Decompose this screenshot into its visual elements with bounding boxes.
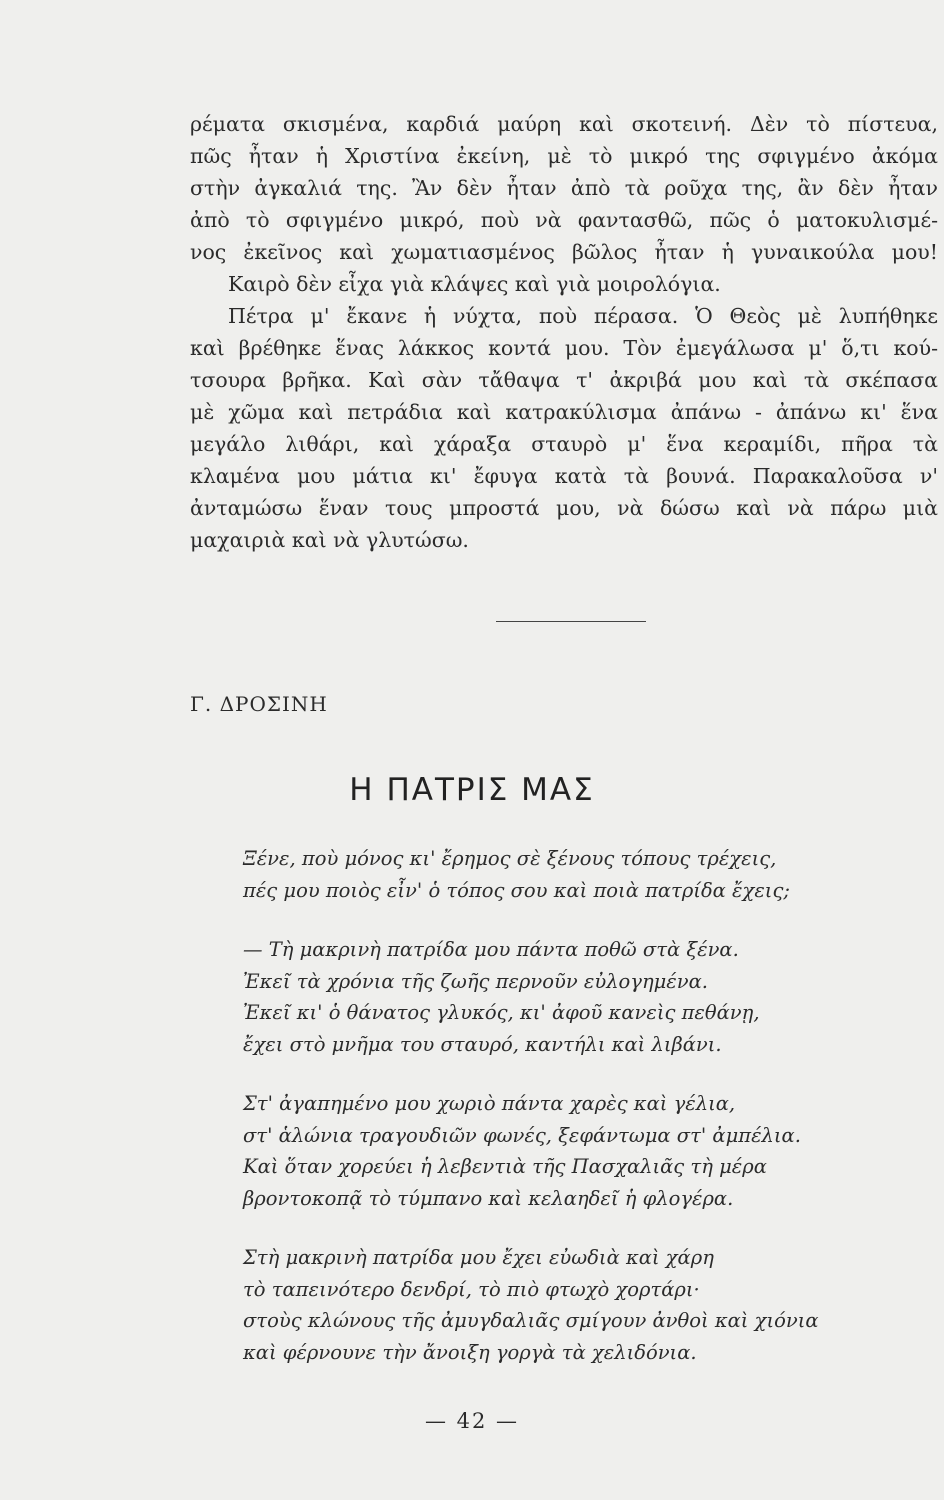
prose-line: μὲ χῶμα καὶ πετράδια καὶ κατρακύλισμα ἀπάνω - ἀπάνω κι' ἕνα xyxy=(190,400,938,424)
prose-line: Καιρὸ δὲν εἶχα γιὰ κλάψες καὶ γιὰ μοιρολόγια. xyxy=(228,272,721,296)
poem-verse: Ἐκεῖ κι' ὁ θάνατος γλυκός, κι' ἀφοῦ κανεὶς πεθάνῃ, xyxy=(243,1001,760,1024)
prose-line: στὴν ἀγκαλιά της. Ἂν δὲν ἦταν ἀπὸ τὰ ροῦχα της, ἂν δὲν ἦταν xyxy=(190,176,938,200)
poem-verse: Καὶ ὅταν χορεύει ἡ λεβεντιὰ τῆς Πασχαλιᾶς τὴ μέρα xyxy=(243,1155,767,1178)
poem-verse: στ' ἁλώνια τραγουδιῶν φωνές, ξεφάντωμα στ' ἀμπέλια. xyxy=(243,1123,801,1147)
prose-line: ἀπὸ τὸ σφιγμένο μικρό, ποὺ νὰ φαντασθῶ, πῶς ὁ ματοκυλισμέ- xyxy=(190,208,938,232)
poem-verse: ἔχει στὸ μνῆμα του σταυρό, καντήλι καὶ λιβάνι. xyxy=(243,1032,722,1056)
prose-line: ἀνταμώσω ἕναν τους μπροστά μου, νὰ δώσω καὶ νὰ πάρω μιὰ xyxy=(190,496,938,520)
poem-stanza xyxy=(243,843,933,906)
poem-verse: τὸ ταπεινότερο δενδρί, τὸ πιὸ φτωχὸ χορτάρι· xyxy=(243,1277,700,1301)
poem-title: Η ΠΑΤΡΙΣ ΜΑΣ xyxy=(349,772,595,808)
poem-stanza xyxy=(243,934,933,1060)
poem-stanza xyxy=(243,1088,933,1214)
section-divider xyxy=(496,621,646,622)
prose-block xyxy=(190,108,938,556)
prose-line: τσουρα βρῆκα. Καὶ σὰν τἄθαψα τ' ἀκριβά μου καὶ τὰ σκέπασα xyxy=(190,368,938,392)
prose-line: κλαμένα μου μάτια κι' ἔφυγα κατὰ τὰ βουνά. Παρακαλοῦσα ν' xyxy=(190,464,938,488)
poem-verse: Στ' ἀγαπημένο μου χωριὸ πάντα χαρὲς καὶ γέλια, xyxy=(243,1092,736,1115)
prose-line: Πέτρα μ' ἔκανε ἡ νύχτα, ποὺ πέρασα. Ὁ Θεὸς μὲ λυπήθηκε xyxy=(228,304,938,328)
poem-verse: — Τὴ μακρινὴ πατρίδα μου πάντα ποθῶ στὰ ξένα. xyxy=(243,938,739,961)
prose-line: μεγάλο λιθάρι, καὶ χάραξα σταυρὸ μ' ἕνα κεραμίδι, πῆρα τὰ xyxy=(190,432,938,456)
poem-verse: βροντοκοπᾷ τὸ τύμπανο καὶ κελαηδεῖ ἡ φλογέρα. xyxy=(243,1186,734,1210)
prose-line: ρέματα σκισμένα, καρδιά μαύρη καὶ σκοτεινή. Δὲν τὸ πίστευα, xyxy=(190,112,938,136)
poem-verse: Ἐκεῖ τὰ χρόνια τῆς ζωῆς περνοῦν εὐλογημένα. xyxy=(243,969,708,993)
poem-author: Γ. ΔΡΟΣΙΝΗ xyxy=(190,692,328,716)
poem-verse: στοὺς κλώνους τῆς ἀμυγδαλιᾶς σμίγουν ἀνθοὶ καὶ χιόνια xyxy=(243,1309,819,1332)
poem-verse: καὶ φέρνουνε τὴν ἄνοιξη γοργὰ τὰ χελιδόνια. xyxy=(243,1340,697,1364)
poem-verse: Στὴ μακρινὴ πατρίδα μου ἔχει εὐωδιὰ καὶ χάρη xyxy=(243,1246,714,1269)
prose-line: μαχαιριὰ καὶ νὰ γλυτώσω. xyxy=(190,528,469,552)
poem-verse: πές μου ποιὸς εἶν' ὁ τόπος σου καὶ ποιὰ πατρίδα ἔχεις; xyxy=(243,878,790,902)
page-number: — 42 — xyxy=(424,1409,520,1433)
prose-line: νος ἐκεῖνος καὶ χωματιασμένος βῶλος ἦταν ἡ γυναικούλα μου! xyxy=(190,240,938,264)
prose-line: καὶ βρέθηκε ἕνας λάκκος κοντά μου. Τὸν ἐμεγάλωσα μ' ὅ,τι κού- xyxy=(190,336,938,360)
poem xyxy=(243,843,933,1368)
poem-verse: Ξένε, ποὺ μόνος κι' ἔρημος σὲ ξένους τόπους τρέχεις, xyxy=(243,847,777,870)
prose-line: πῶς ἦταν ἡ Χριστίνα ἐκείνη, μὲ τὸ μικρό της σφιγμένο ἀκόμα xyxy=(190,144,938,168)
poem-stanza xyxy=(243,1242,933,1368)
